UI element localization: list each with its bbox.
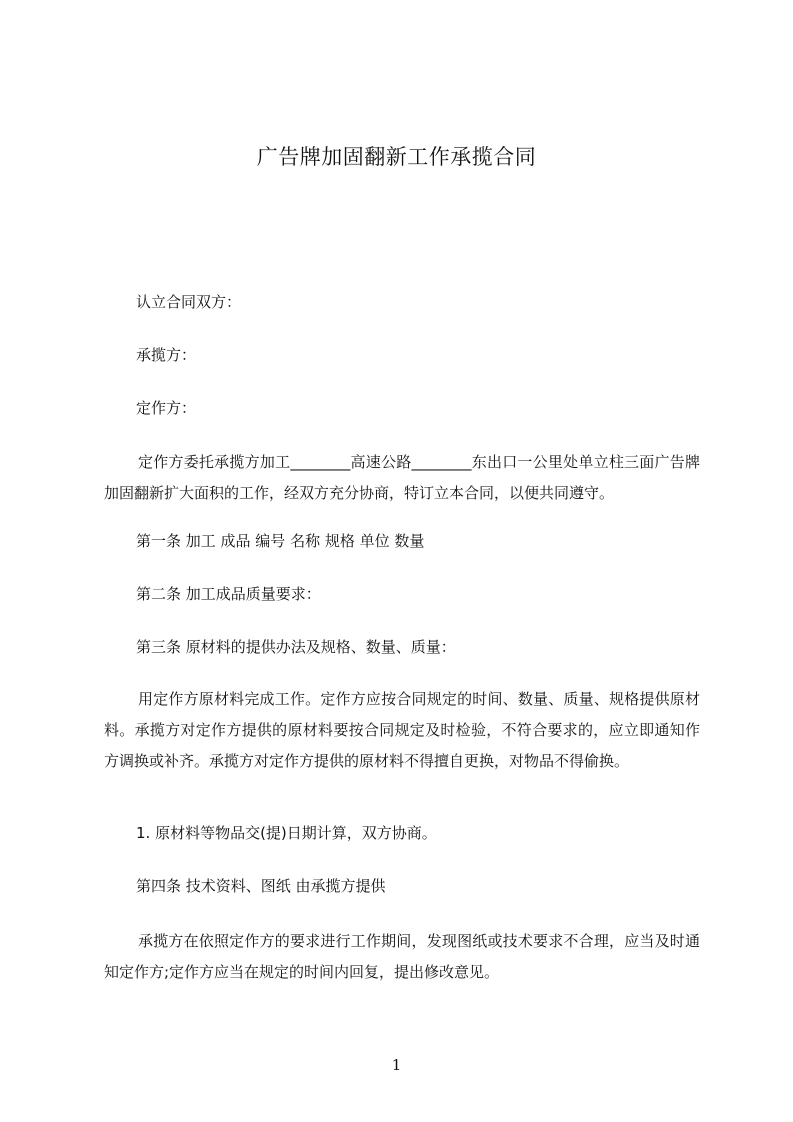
parties-intro: 认立合同双方：	[136, 293, 242, 311]
article-4: 第四条 技术资料、图纸 由承揽方提供	[136, 877, 386, 895]
tech-paragraph: 承揽方在依照定作方的要求进行工作期间，发现图纸或技术要求不合理，应当及时通知定作方;定作方应当在规定的时间内回复，提出修改意见。	[104, 932, 700, 981]
contractor-label: 承揽方：	[136, 346, 197, 364]
document-title: 广告牌加固翻新工作承揽合同	[256, 145, 537, 169]
orderer-label: 定作方：	[136, 399, 197, 417]
article-3: 第三条 原材料的提供办法及规格、数量、质量：	[136, 638, 456, 656]
article-2: 第二条 加工成品质量要求：	[136, 585, 321, 603]
intro-paragraph: 定作方委托承揽方加工________高速公路________东出口一公里处单立柱三面广告牌加固翻新扩大面积的工作，经双方充分协商，特订立本合同，以便共同遵守。	[104, 453, 700, 502]
page-number: 1	[391, 1056, 402, 1074]
materials-paragraph: 用定作方原材料完成工作。定作方应按合同规定的时间、数量、质量、规格提供原材料。承揽方对定作方提供的原材料要按合同规定及时检验，不符合要求的，应立即通知作方调换或补齐。承揽方对定作方提供的原材料不得擅自更换，对物品不得偷换。	[104, 690, 700, 770]
article-1: 第一条 加工 成品 编号 名称 规格 单位 数量	[136, 532, 425, 550]
item-1: 1. 原材料等物品交(提)日期计算，双方协商。	[136, 824, 437, 842]
